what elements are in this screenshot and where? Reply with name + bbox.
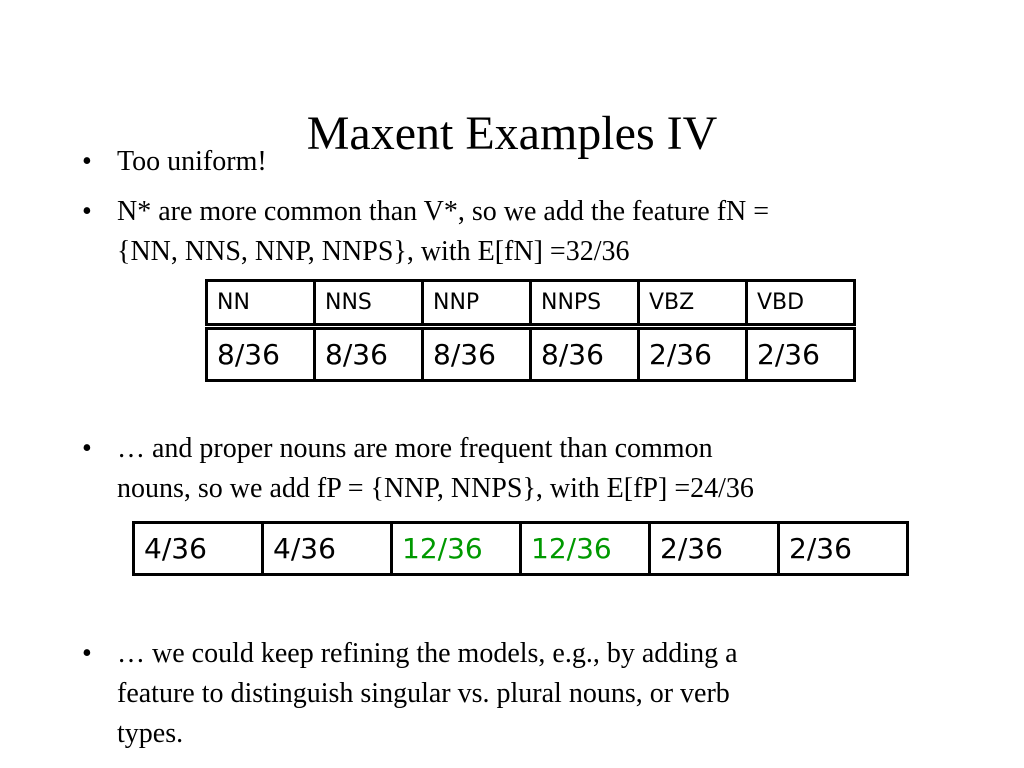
table-header-cell: NN [207, 281, 315, 325]
slide-title: Maxent Examples IV [306, 107, 718, 160]
refined-probability-table [132, 521, 909, 576]
bullet-line: … and proper nouns are more frequent than common [117, 433, 713, 464]
bullet-line: feature to distinguish singular vs. plural nouns, or verb [117, 678, 730, 709]
table-cell: 2/36 [747, 329, 855, 381]
bullet-line: Too uniform! [117, 146, 267, 177]
bullet-text [117, 142, 267, 182]
table-header-cell: VBZ [639, 281, 747, 325]
bullet-marker: • [82, 146, 92, 177]
bullet-marker: • [82, 196, 92, 227]
bullet-marker: • [82, 433, 92, 464]
table-cell-highlight: 12/36 [521, 523, 650, 575]
table-row [207, 329, 855, 381]
table-header-cell: NNS [315, 281, 423, 325]
table-cell: 8/36 [315, 329, 423, 381]
table-cell-highlight: 12/36 [392, 523, 521, 575]
bullet-line: {NN, NNS, NNP, NNPS}, with E[fN] =32/36 [117, 236, 630, 267]
table-row [207, 281, 855, 325]
table-cell: 4/36 [263, 523, 392, 575]
table-cell: 4/36 [134, 523, 263, 575]
table-header-cell: NNP [423, 281, 531, 325]
tag-probability-table [205, 327, 856, 382]
bullet-line: … we could keep refining the models, e.g., by adding a [117, 638, 738, 669]
bullet-line: nouns, so we add fP = {NNP, NNPS}, with E[fP] =24/36 [117, 473, 754, 504]
bullet-marker: • [82, 638, 92, 669]
tag-header-table [205, 279, 856, 326]
bullet-text [117, 192, 769, 272]
table-cell: 8/36 [207, 329, 315, 381]
bullet-text [117, 429, 754, 509]
bullet-line: N* are more common than V*, so we add the feature fN = [117, 196, 770, 227]
table-cell: 8/36 [423, 329, 531, 381]
table-cell: 2/36 [639, 329, 747, 381]
table-cell: 2/36 [650, 523, 779, 575]
table-row [134, 523, 908, 575]
table-header-cell: NNPS [531, 281, 639, 325]
bullet-text [117, 634, 738, 754]
table-header-cell: VBD [747, 281, 855, 325]
bullet-line: types. [117, 718, 184, 749]
table-cell: 8/36 [531, 329, 639, 381]
table-cell: 2/36 [779, 523, 908, 575]
